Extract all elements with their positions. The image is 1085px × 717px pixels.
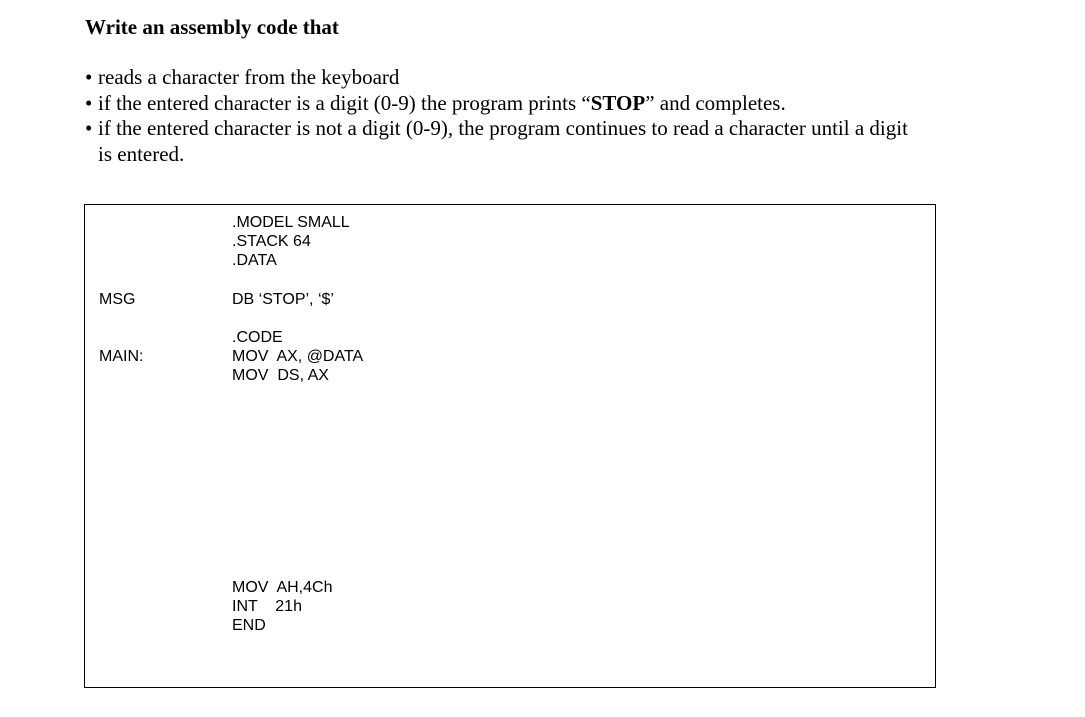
msg-label: MSG bbox=[99, 291, 136, 308]
model-directive: .MODEL SMALL bbox=[232, 214, 350, 231]
requirement-item bbox=[85, 91, 985, 117]
question-heading: Write an assembly code that bbox=[85, 15, 339, 39]
end-directive: END bbox=[232, 617, 266, 634]
stop-keyword: STOP bbox=[590, 90, 646, 115]
requirement-text: if the entered character is a digit (0-9) the program prints bbox=[98, 90, 582, 115]
requirement-text: if the entered character is not a digit (0-9), the program continues to read a character until a digit bbox=[98, 116, 908, 140]
data-directive: .DATA bbox=[232, 252, 277, 269]
requirement-text: reads a character from the keyboard bbox=[98, 65, 400, 89]
mov-ah-4ch-instruction: MOV AH,4Ch bbox=[232, 579, 333, 596]
msg-definition: DB ‘STOP’, ‘$’ bbox=[232, 291, 334, 308]
requirement-text-end: and completes. bbox=[654, 90, 786, 115]
main-label: MAIN: bbox=[99, 348, 144, 365]
bullet-marker: • bbox=[85, 90, 93, 115]
mov-ds-ax-instruction: MOV DS, AX bbox=[232, 367, 329, 384]
close-quote: ” bbox=[645, 90, 655, 115]
int-21h-instruction: INT 21h bbox=[232, 598, 302, 615]
requirement-continuation: is entered. bbox=[98, 141, 185, 166]
bullet-marker: • bbox=[85, 116, 93, 140]
requirement-item bbox=[85, 116, 985, 167]
bullet-marker: • bbox=[85, 65, 93, 89]
mov-ax-data-instruction: MOV AX, @DATA bbox=[232, 348, 364, 365]
code-directive: .CODE bbox=[232, 329, 283, 346]
requirement-item bbox=[85, 65, 985, 91]
code-template-box bbox=[84, 204, 936, 688]
stack-directive: .STACK 64 bbox=[232, 233, 311, 250]
open-quote: “ bbox=[581, 90, 591, 115]
requirements-list bbox=[85, 65, 985, 167]
